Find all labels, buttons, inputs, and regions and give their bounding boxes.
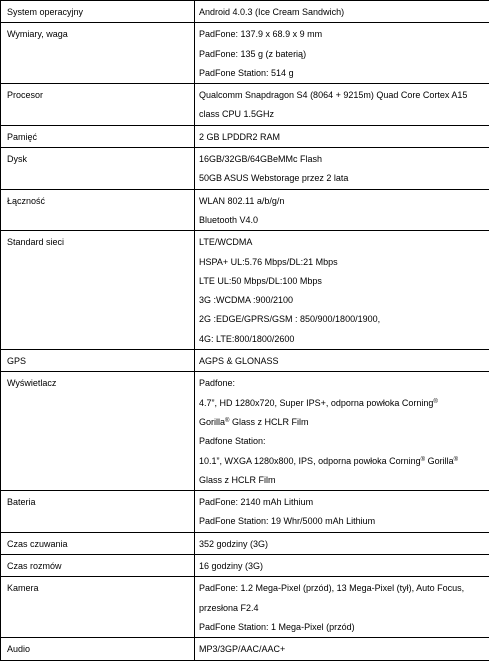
row-label: Czas rozmów [1,555,195,577]
value-line: PadFone: 135 g (z baterią) [199,45,483,64]
value-text: 4.7”, HD 1280x720, Super IPS+, odporna powłoka Corning [199,398,433,408]
value-line [199,394,483,413]
row-value [195,491,489,533]
value-line: Bluetooth V4.0 [199,211,483,230]
table-row-audio [1,638,489,660]
row-label: Procesor [1,84,195,126]
row-value [195,350,489,372]
value-line: PadFone Station: 514 g [199,64,483,83]
row-label: Dysk [1,148,195,190]
row-value [195,189,489,231]
value-line: Android 4.0.3 (Ice Cream Sandwich) [199,3,483,22]
value-line: 16GB/32GB/64GBeMMc Flash [199,150,483,169]
row-value [195,638,489,660]
row-label: System operacyjny [1,1,195,23]
row-value [195,372,489,491]
row-value [195,532,489,554]
value-line: Qualcomm Snapdragon S4 (8064 + 9215m) Quad Core Cortex A15 class CPU 1.5GHz [199,86,483,125]
registered-mark: ® [225,418,229,424]
table-row-display [1,372,489,491]
row-label: Wyświetlacz [1,372,195,491]
table-row-talk-time [1,555,489,577]
table-row-dimensions [1,23,489,84]
table-row-camera [1,577,489,638]
table-row-standby [1,532,489,554]
row-label: Czas czuwania [1,532,195,554]
value-line [199,413,483,432]
value-line: Glass z HCLR Film [199,471,483,490]
table-row-processor [1,84,489,126]
row-value [195,148,489,190]
row-value [195,23,489,84]
table-row-network [1,231,489,350]
value-text: Gorilla [199,417,225,427]
value-line: HSPA+ UL:5.76 Mbps/DL:21 Mbps [199,253,483,272]
table-row-gps [1,350,489,372]
row-label: Bateria [1,491,195,533]
row-label: Łączność [1,189,195,231]
value-line: MP3/3GP/AAC/AAC+ [199,640,483,659]
table-row-storage [1,148,489,190]
value-line: 3G :WCDMA :900/2100 [199,291,483,310]
value-line: 16 godziny (3G) [199,557,483,576]
value-line [199,452,483,471]
value-text: Glass z HCLR Film [229,417,308,427]
registered-mark: ® [421,457,425,463]
row-value [195,577,489,638]
value-line: 4G: LTE:800/1800/2600 [199,330,483,349]
value-line: 2G :EDGE/GPRS/GSM : 850/900/1800/1900, [199,310,483,329]
row-label: Audio [1,638,195,660]
table-row-battery [1,491,489,533]
value-line: 50GB ASUS Webstorage przez 2 lata [199,169,483,188]
table-row-memory [1,125,489,147]
row-label: Kamera [1,577,195,638]
value-line: 2 GB LPDDR2 RAM [199,128,483,147]
row-value [195,84,489,126]
value-line: PadFone Station: 19 Whr/5000 mAh Lithium [199,512,483,531]
row-label: Pamięć [1,125,195,147]
value-line: PadFone Station: 1 Mega-Pixel (przód) [199,618,483,637]
row-label: Standard sieci [1,231,195,350]
value-line: WLAN 802.11 a/b/g/n [199,192,483,211]
row-label: GPS [1,350,195,372]
row-value [195,555,489,577]
value-line: PadFone: 1.2 Mega-Pixel (przód), 13 Mega-Pixel (tył), Auto Focus, przesłona F2.4 [199,579,483,618]
value-line: 352 godziny (3G) [199,535,483,554]
value-line: LTE/WCDMA [199,233,483,252]
row-value [195,1,489,23]
value-line: PadFone: 2140 mAh Lithium [199,493,483,512]
registered-mark: ® [454,457,458,463]
value-line: AGPS & GLONASS [199,352,483,371]
value-line: Padfone Station: [199,432,483,451]
value-line: Padfone: [199,374,483,393]
value-line: LTE UL:50 Mbps/DL:100 Mbps [199,272,483,291]
table-row-connectivity [1,189,489,231]
table-row-os [1,1,489,23]
value-text: Gorilla [425,456,454,466]
row-label: Wymiary, waga [1,23,195,84]
row-value [195,125,489,147]
row-value [195,231,489,350]
value-text: 10.1”, WXGA 1280x800, IPS, odporna powłoka Corning [199,456,421,466]
value-line: PadFone: 137.9 x 68.9 x 9 mm [199,25,483,44]
registered-mark: ® [433,399,437,405]
